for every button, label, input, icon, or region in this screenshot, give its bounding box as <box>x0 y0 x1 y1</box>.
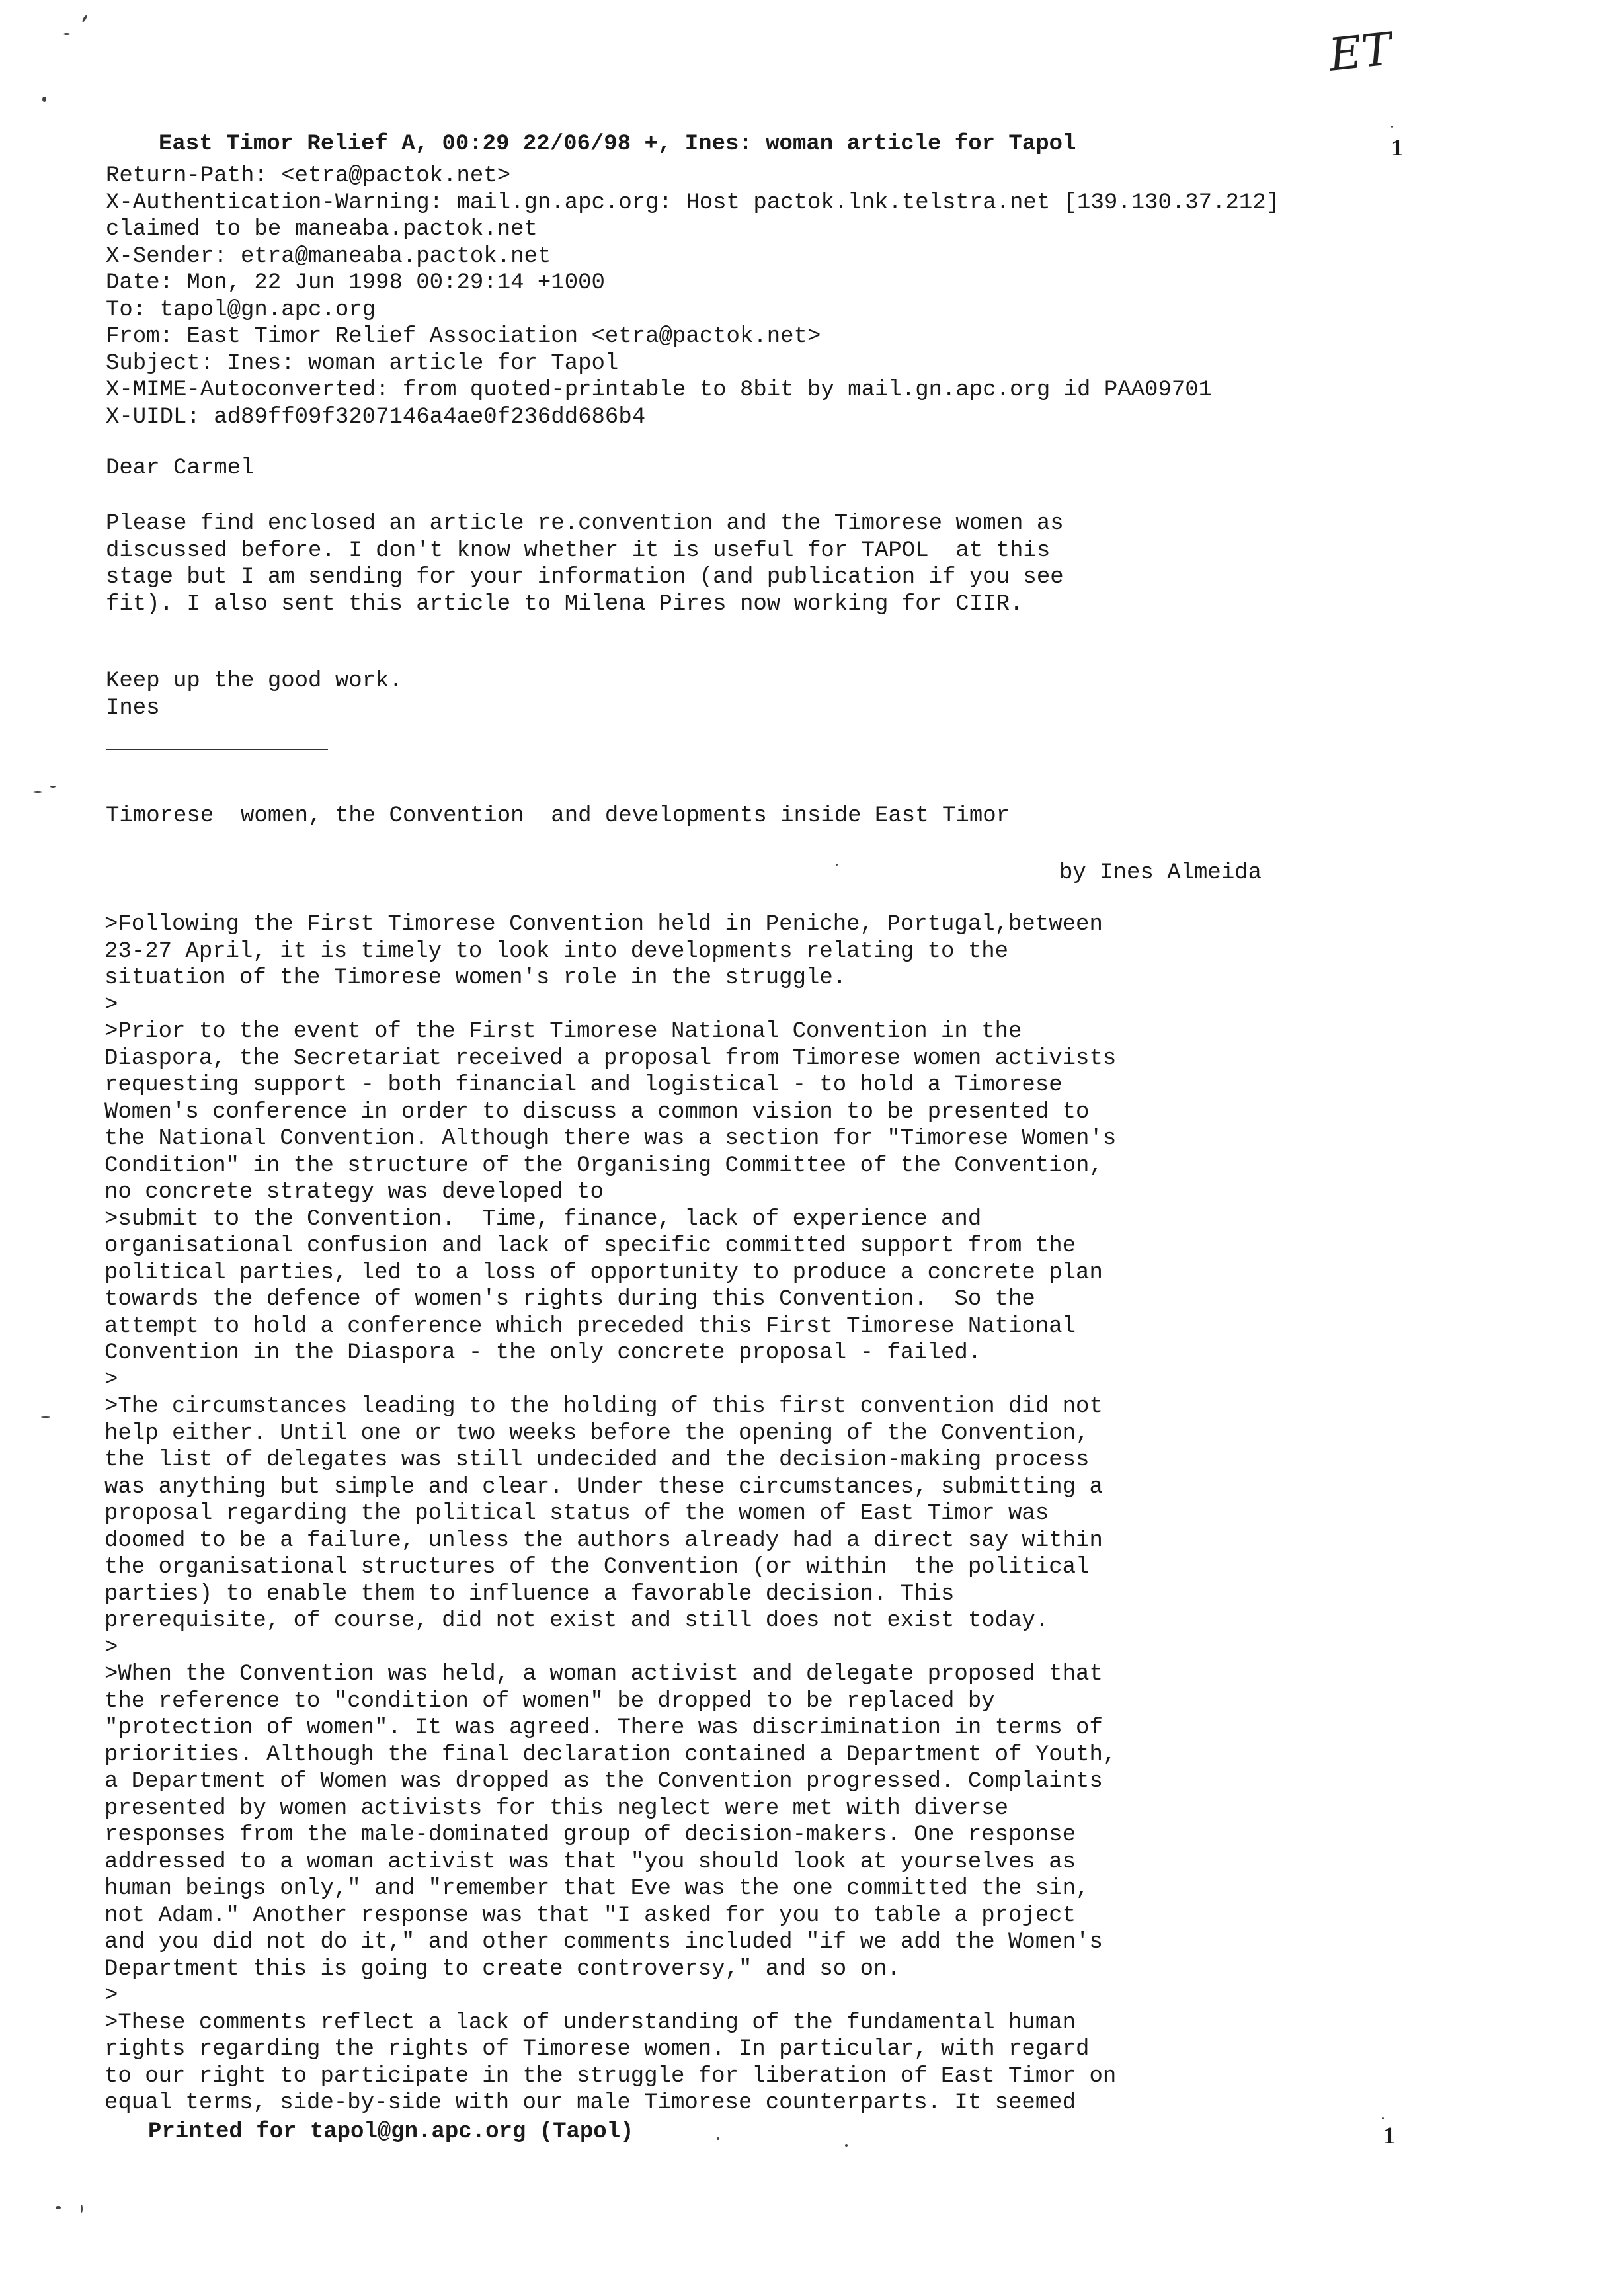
scan-speck <box>1391 126 1393 128</box>
signoff: Keep up the good work. Ines <box>106 669 403 721</box>
greeting: Dear Carmel <box>106 456 255 481</box>
print-footer: Printed for tapol@gn.apc.org (Tapol) <box>148 2119 634 2145</box>
byline: by Ines Almeida <box>1059 860 1262 885</box>
scan-speck <box>81 15 87 22</box>
scan-speck <box>50 786 56 788</box>
scan-speck <box>41 1416 50 1418</box>
scan-speck <box>836 864 838 866</box>
scan-speck <box>81 2205 83 2213</box>
scan-speck <box>42 97 46 102</box>
separator-rule <box>106 749 328 750</box>
intro-paragraph: Please find enclosed an article re.convention and the Timorese women as discussed before. I don't know whether it is useful for TAPOL at this stage but I am sending for your information (and publication if you see fit). I also sent this article to Milena Pires now working for CIIR. <box>106 511 1064 617</box>
article-title: Timorese women, the Convention and developments inside East Timor <box>106 803 1010 829</box>
scan-speck <box>717 2137 719 2140</box>
handwritten-mark: ET <box>1326 23 1394 82</box>
print-header: East Timor Relief A, 00:29 22/06/98 +, Ines: woman article for Tapol <box>159 132 1076 157</box>
page-number-bottom: 1 <box>1383 2122 1395 2149</box>
scan-speck <box>33 791 42 793</box>
page-number-top: 1 <box>1391 134 1403 161</box>
scan-speck <box>845 2144 848 2147</box>
email-headers: Return-Path: <etra@pactok.net> X-Authentication-Warning: mail.gn.apc.org: Host pactok.lnk.telstra.net [139.130.37.212] claimed to be maneaba.pactok.net X-Sender: etra@maneaba.pactok.net Date: Mon, 22 Jun 1998 00:29:14 +1000 To: tapol@gn.apc.org From: East Timor Relief Association <etra@pactok.net> Subject: Ines: woman article for Tapol X-MIME-Autoconverted: from quoted-printable to 8bit by mail.gn.apc.org id PAA09701 X-UIDL: ad89ff09f3207146a4ae0f236dd686b4 <box>106 163 1280 430</box>
scan-speck <box>56 2206 61 2209</box>
article-body: >Following the First Timorese Convention held in Peniche, Portugal,between 23-27 April, it is timely to look into developments relating to the situation of the Timorese women's role in the struggle. > >Prior to the event of the First Timorese National Convention in the Diaspora, the Secretariat received a proposal from Timorese women activists requesting support - both financial and logistical - to hold a Timorese Women's conference in order to discuss a common vision to be presented to the National Convention. Although there was a section for "Timorese Women's Condition" in the structure of the Organising Committee of the Convention, no concrete strategy was developed to >submit to the Convention. Time, finance, lack of experience and organisational confusion and lack of specific committed support from the political parties, led to a loss of opportunity to produce a concrete plan towards the defence of women's rights during this Convention. So the attempt to hold a conference which preceded this First Timorese National Convention in the Diaspora - the only concrete proposal - failed. > >The circumstances leading to the holding of this first convention did not help either. Until one or two weeks before the opening of the Convention, the list of delegates was still undecided and the decision-making process was anything but simple and clear. Under these circumstances, submitting a proposal regarding the political status of the women of East Timor was doomed to be a failure, unless the authors already had a direct say within the organisational structures of the Convention (or within the political parties) to enable them to influence a favorable decision. This prerequisite, of course, did not exist and still does not exist today. > >When the Convention was held, a woman activist and delegate proposed that the reference to "condition of women" be dropped to be replaced by "protection of women". It was agreed. There was discrimination in terms of priorities. Although the final declaration contained a Department of Youth, a Department of Women was dropped as the Convention progressed. Complaints presented by women activists for this neglect were met with diverse responses from the male-dominated group of decision-makers. One response addressed to a woman activist was that "you should look at yourselves as human beings only," and "remember that Eve was the one committed the sin, not Adam." Another response was that "I asked for you to table a project and you did not do it," and other comments included "if we add the Women's Department this is going to create controversy," and so on. > >These comments reflect a lack of understanding of the fundamental human rights regarding the rights of Timorese women. In particular, with regard to our right to participate in the struggle for liberation of East Timor on equal terms, side-by-side with our male Timorese counterparts. It seemed <box>104 912 1117 2115</box>
scan-speck <box>63 33 70 35</box>
scan-speck <box>1382 2117 1384 2119</box>
